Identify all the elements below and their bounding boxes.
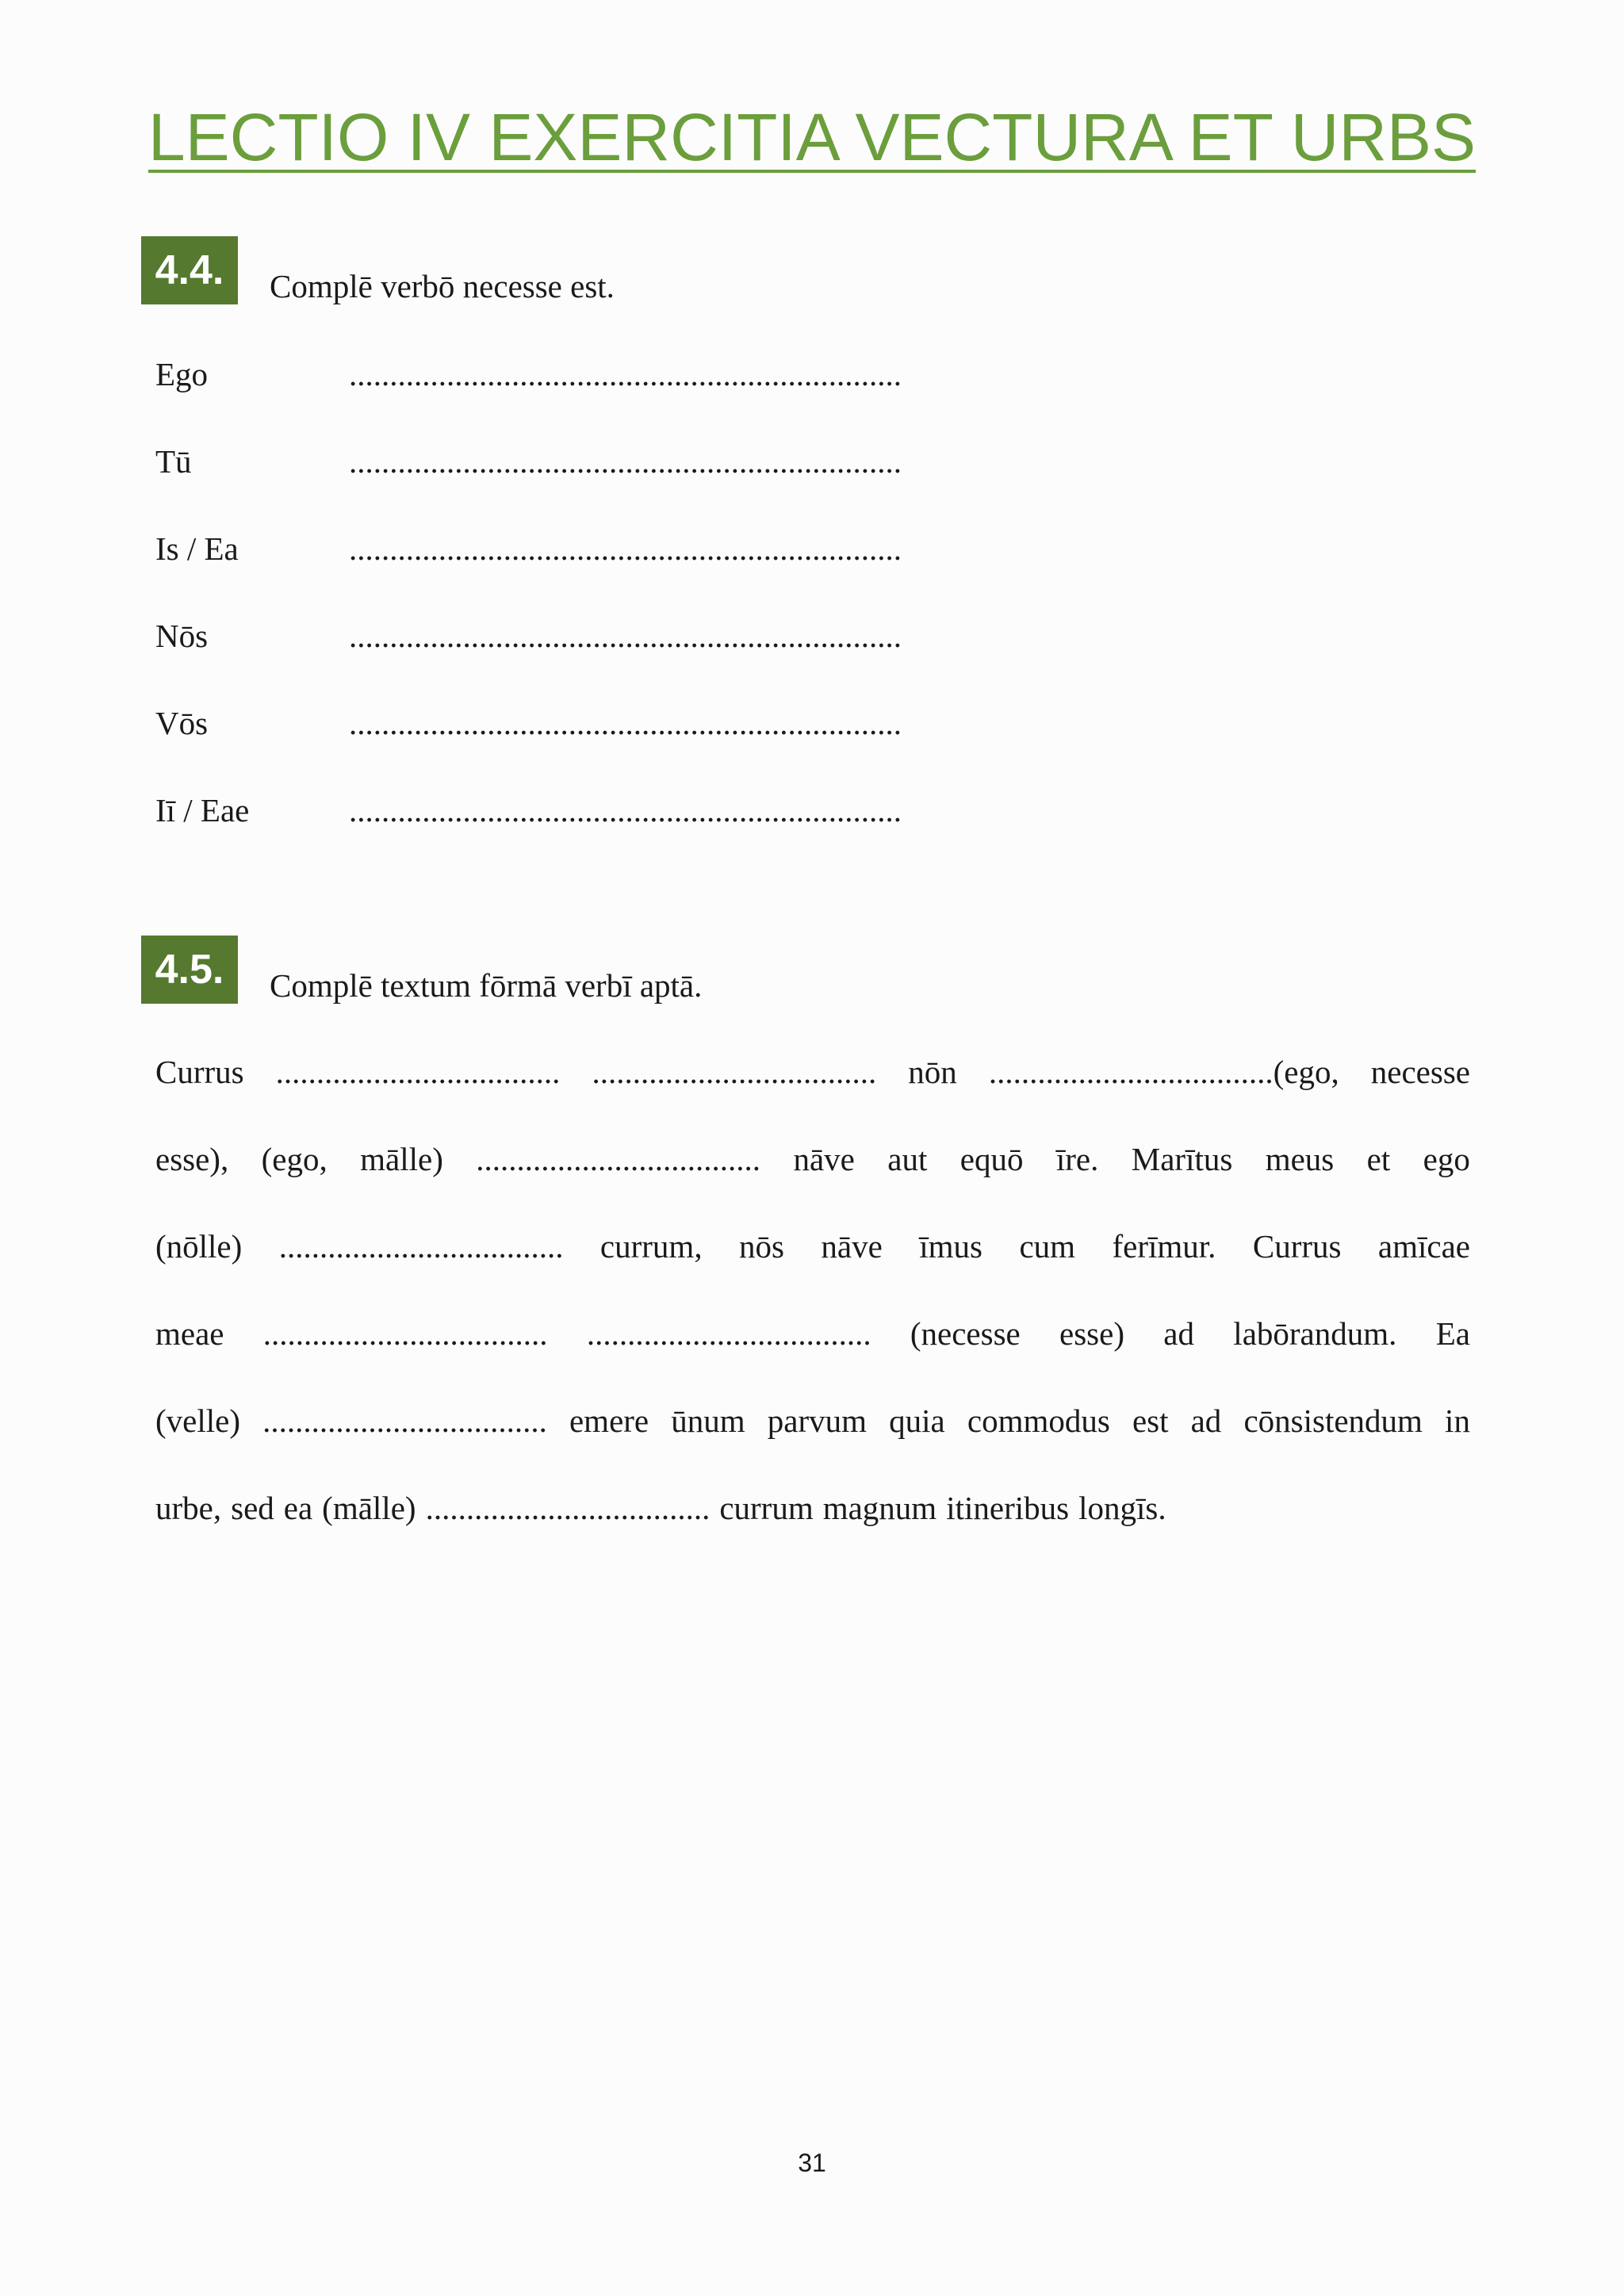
paragraph-line	[155, 1048, 1470, 1096]
word: nōs	[739, 1228, 784, 1265]
word: meus	[1265, 1141, 1335, 1177]
conjugation-row	[155, 612, 948, 660]
page-number: 31	[798, 2149, 826, 2177]
pronoun-label: Nōs	[155, 618, 209, 654]
word: nōn	[908, 1054, 957, 1090]
answer-blank[interactable]: ....................................................................	[349, 443, 902, 480]
answer-blank[interactable]: ...................................	[476, 1141, 761, 1177]
word: Currus	[1252, 1228, 1342, 1265]
word: necesse	[1370, 1054, 1470, 1090]
word: Marītus	[1131, 1141, 1233, 1177]
word: commodus	[967, 1402, 1110, 1439]
conjugation-row	[155, 438, 948, 485]
word: nāve	[793, 1141, 855, 1177]
conjugation-row	[155, 350, 948, 398]
word: cōnsistendum	[1243, 1402, 1423, 1439]
word: ferīmur.	[1112, 1228, 1216, 1265]
word: itineribus	[946, 1490, 1070, 1526]
word: emere	[569, 1402, 649, 1439]
word: (nōlle)	[155, 1228, 243, 1265]
answer-blank[interactable]: ...................................	[275, 1054, 561, 1090]
paragraph-line	[155, 1223, 1470, 1270]
word: Currus	[155, 1054, 244, 1090]
answer-blank[interactable]: ....................................................................	[349, 530, 902, 567]
answer-blank[interactable]: ...................................	[592, 1054, 877, 1090]
answer-blank[interactable]: ....................................................................	[349, 618, 902, 654]
word: currum	[719, 1490, 814, 1526]
paragraph-line	[155, 1135, 1470, 1183]
answer-blank[interactable]: ...................................	[425, 1490, 710, 1526]
page-title: LECTIO IV EXERCITIA VECTURA ET URBS	[147, 100, 1477, 174]
exercise-44-instruction: Complē verbō necesse est.	[270, 268, 615, 304]
word: īmus	[919, 1228, 983, 1265]
word: ad	[1190, 1402, 1222, 1439]
word: labōrandum.	[1233, 1315, 1397, 1352]
paragraph-line	[155, 1310, 1470, 1357]
word: in	[1445, 1402, 1470, 1439]
answer-blank[interactable]: ...................................	[262, 1402, 547, 1439]
word: amīcae	[1377, 1228, 1470, 1265]
word: equō	[959, 1141, 1024, 1177]
word: īre.	[1055, 1141, 1099, 1177]
paragraph-line	[155, 1484, 1470, 1532]
answer-blank[interactable]: ...................................	[262, 1315, 548, 1352]
conjugation-row	[155, 786, 948, 834]
word: longīs.	[1078, 1490, 1166, 1526]
word: meae	[155, 1315, 224, 1352]
answer-blank[interactable]: ...................................	[278, 1228, 564, 1265]
word: ūnum	[671, 1402, 745, 1439]
word: esse)	[1059, 1315, 1124, 1352]
conjugation-row	[155, 699, 948, 747]
paragraph-line	[155, 1397, 1470, 1445]
word: est	[1132, 1402, 1169, 1439]
word: mālle)	[360, 1141, 443, 1177]
word: cum	[1019, 1228, 1076, 1265]
word: esse),	[155, 1141, 229, 1177]
word: quia	[889, 1402, 945, 1439]
pronoun-label: Is / Ea	[155, 530, 239, 567]
pronoun-label: Vōs	[155, 705, 209, 741]
pronoun-label: Tū	[155, 443, 192, 480]
word: (necesse	[910, 1315, 1021, 1352]
answer-blank[interactable]: ....................................................................	[349, 705, 902, 741]
exercise-45-instruction: Complē textum fōrmā verbī aptā.	[270, 967, 703, 1004]
pronoun-label: Ego	[155, 356, 209, 392]
word: aut	[887, 1141, 928, 1177]
word: et	[1366, 1141, 1391, 1177]
word: (mālle)	[322, 1490, 416, 1526]
answer-blank[interactable]: ...................................	[586, 1315, 871, 1352]
pronoun-label: Iī / Eae	[155, 792, 250, 828]
conjugation-row	[155, 525, 948, 572]
word: nāve	[821, 1228, 883, 1265]
word: Ea	[1435, 1315, 1470, 1352]
word: ad	[1163, 1315, 1194, 1352]
word: ego	[1423, 1141, 1470, 1177]
word: (velle)	[155, 1402, 240, 1439]
answer-blank[interactable]: ....................................................................	[349, 356, 902, 392]
exercise-44-badge: 4.4.	[141, 236, 238, 304]
answer-blank[interactable]: ...................................(ego,	[988, 1054, 1339, 1090]
word: parvum	[767, 1402, 868, 1439]
word: ea	[283, 1490, 313, 1526]
exercise-45-badge: 4.5.	[141, 936, 238, 1004]
word: currum,	[599, 1228, 703, 1265]
word: sed	[231, 1490, 274, 1526]
word: (ego,	[261, 1141, 327, 1177]
word: magnum	[822, 1490, 937, 1526]
answer-blank[interactable]: ....................................................................	[349, 792, 902, 828]
word: urbe,	[155, 1490, 222, 1526]
